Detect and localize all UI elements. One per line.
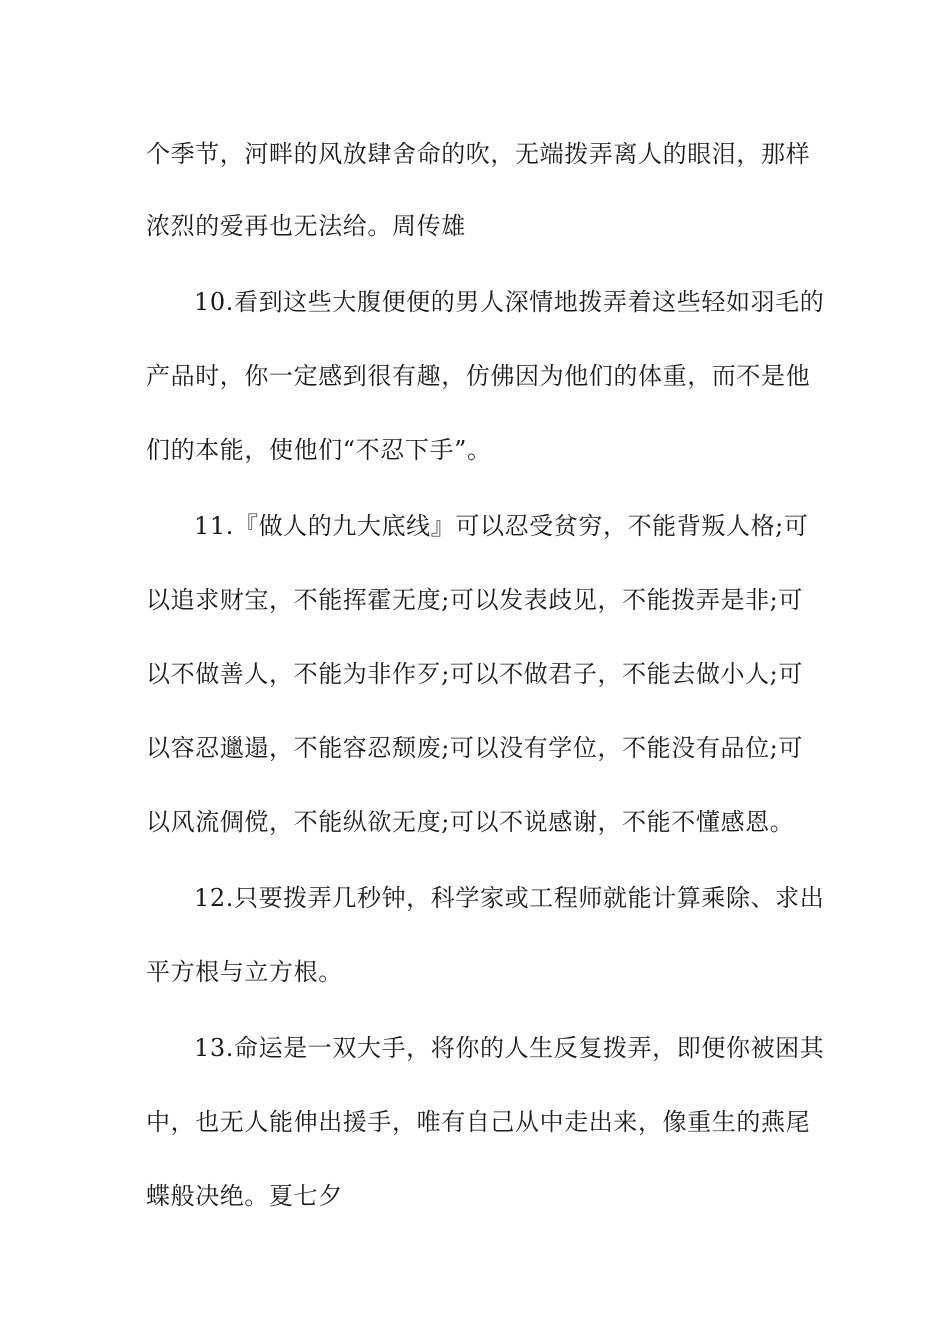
text-line-14: 中，也无人能伸出援手，唯有自己从中走出来，像重生的燕尾 bbox=[146, 1108, 811, 1136]
text-line-7: 以追求财宝，不能挥霍无度;可以发表歧见，不能拨弄是非;可 bbox=[146, 586, 803, 614]
text-line-9: 以容忍邋遢，不能容忍颓废;可以没有学位，不能没有品位;可 bbox=[146, 734, 803, 762]
text-line-4: 产品时，你一定感到很有趣，仿佛因为他们的体重，而不是他 bbox=[146, 362, 811, 390]
text-line-13-item-13: 13.命运是一双大手，将你的人生反复拨弄，即便你被困其 bbox=[194, 1034, 825, 1062]
text-line-12: 平方根与立方根。 bbox=[146, 958, 343, 986]
text-line-5: 们的本能，使他们“不忍下手”。 bbox=[146, 436, 492, 464]
text-line-11-item-12: 12.只要拨弄几秒钟，科学家或工程师就能计算乘除、求出 bbox=[194, 884, 825, 912]
text-line-10: 以风流倜傥，不能纵欲无度;可以不说感谢，不能不懂感恩。 bbox=[146, 808, 795, 836]
text-line-2: 浓烈的爱再也无法给。周传雄 bbox=[146, 212, 466, 240]
text-line-8: 以不做善人，不能为非作歹;可以不做君子，不能去做小人;可 bbox=[146, 660, 803, 688]
text-line-15: 蝶般决绝。夏七夕 bbox=[146, 1182, 343, 1210]
text-line-6-item-11: 11.『做人的九大底线』可以忍受贫穷，不能背叛人格;可 bbox=[194, 512, 809, 540]
text-line-1: 个季节，河畔的风放肆舍命的吹，无端拨弄离人的眼泪，那样 bbox=[146, 140, 811, 168]
text-line-3-item-10: 10.看到这些大腹便便的男人深情地拨弄着这些轻如羽毛的 bbox=[194, 288, 825, 316]
